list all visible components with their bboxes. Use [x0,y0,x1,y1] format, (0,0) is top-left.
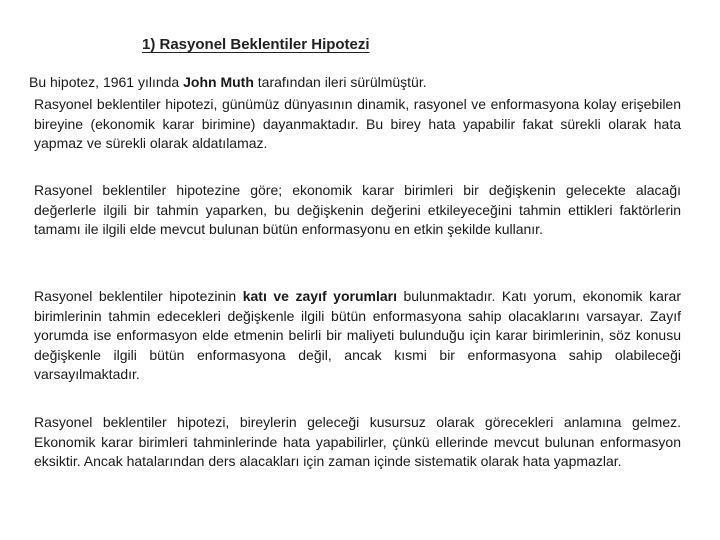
intro-line [29,73,427,92]
paragraph-4: Rasyonel beklentiler hipotezi, bireylerin geleceği kusursuz olarak görecekleri anlamına gelmez. Ekonomik karar birimleri tahminlerinde hata yapabilirler, çünkü ellerinde mevcut bulunan enformasyon eksiktir. Ancak hatalarından ders alacakları için zaman içinde sistematik olarak hata yapmazlar. [34,414,681,470]
paragraph-3 [34,287,681,385]
paragraph-1: Rasyonel beklentiler hipotezi, günümüz dünyasının dinamik, rasyonel ve enformasyona kolay erişebilen bireyine (ekonomik karar birimine) dayanmaktadır. Bu birey hata yapabilir fakat sürekli olarak hata yapmaz ve sürekli olarak aldatılamaz. [34,96,681,152]
paragraph-3-text-after: bulunmaktadır. Katı yorum, ekonomik karar birimlerinin tahmin edecekleri değişkenle ilgili bütün enformasyona sahip olacaklarını varsayar. Zayıf yorumda ise enformasyon elde etmenin belirli bir maliyeti bulunduğu için karar birimlerinin, söz konusu değişkenle ilgili bütün enformasyona değil, ancak kısmi bir enformasyona sahip olabileceği varsayılmaktadır. [34,288,681,383]
intro-text-after: tarafından ileri sürülmüştür. [253,74,427,90]
page-title: 1) Rasyonel Beklentiler Hipotezi [142,36,370,53]
paragraph-3-text-before: Rasyonel beklentiler hipotezinin [34,288,243,304]
intro-text-before: Bu hipotez, 1961 yılında [29,74,184,90]
paragraph-3-bold-phrase: katı ve zayıf yorumları [242,288,397,304]
intro-author-name: John Muth [183,74,254,90]
paragraph-2: Rasyonel beklentiler hipotezine göre; ekonomik karar birimleri bir değişkenin gelecekte alacağı değerlerle ilgili bir tahmin yaparken, bu değişkenin değerini etkileyeceğini tahmin ettikleri faktörlerin tamamı ile ilgili elde mevcut bulunan bütün enformasyonu en etkin şekilde kullanır. [34,182,681,238]
